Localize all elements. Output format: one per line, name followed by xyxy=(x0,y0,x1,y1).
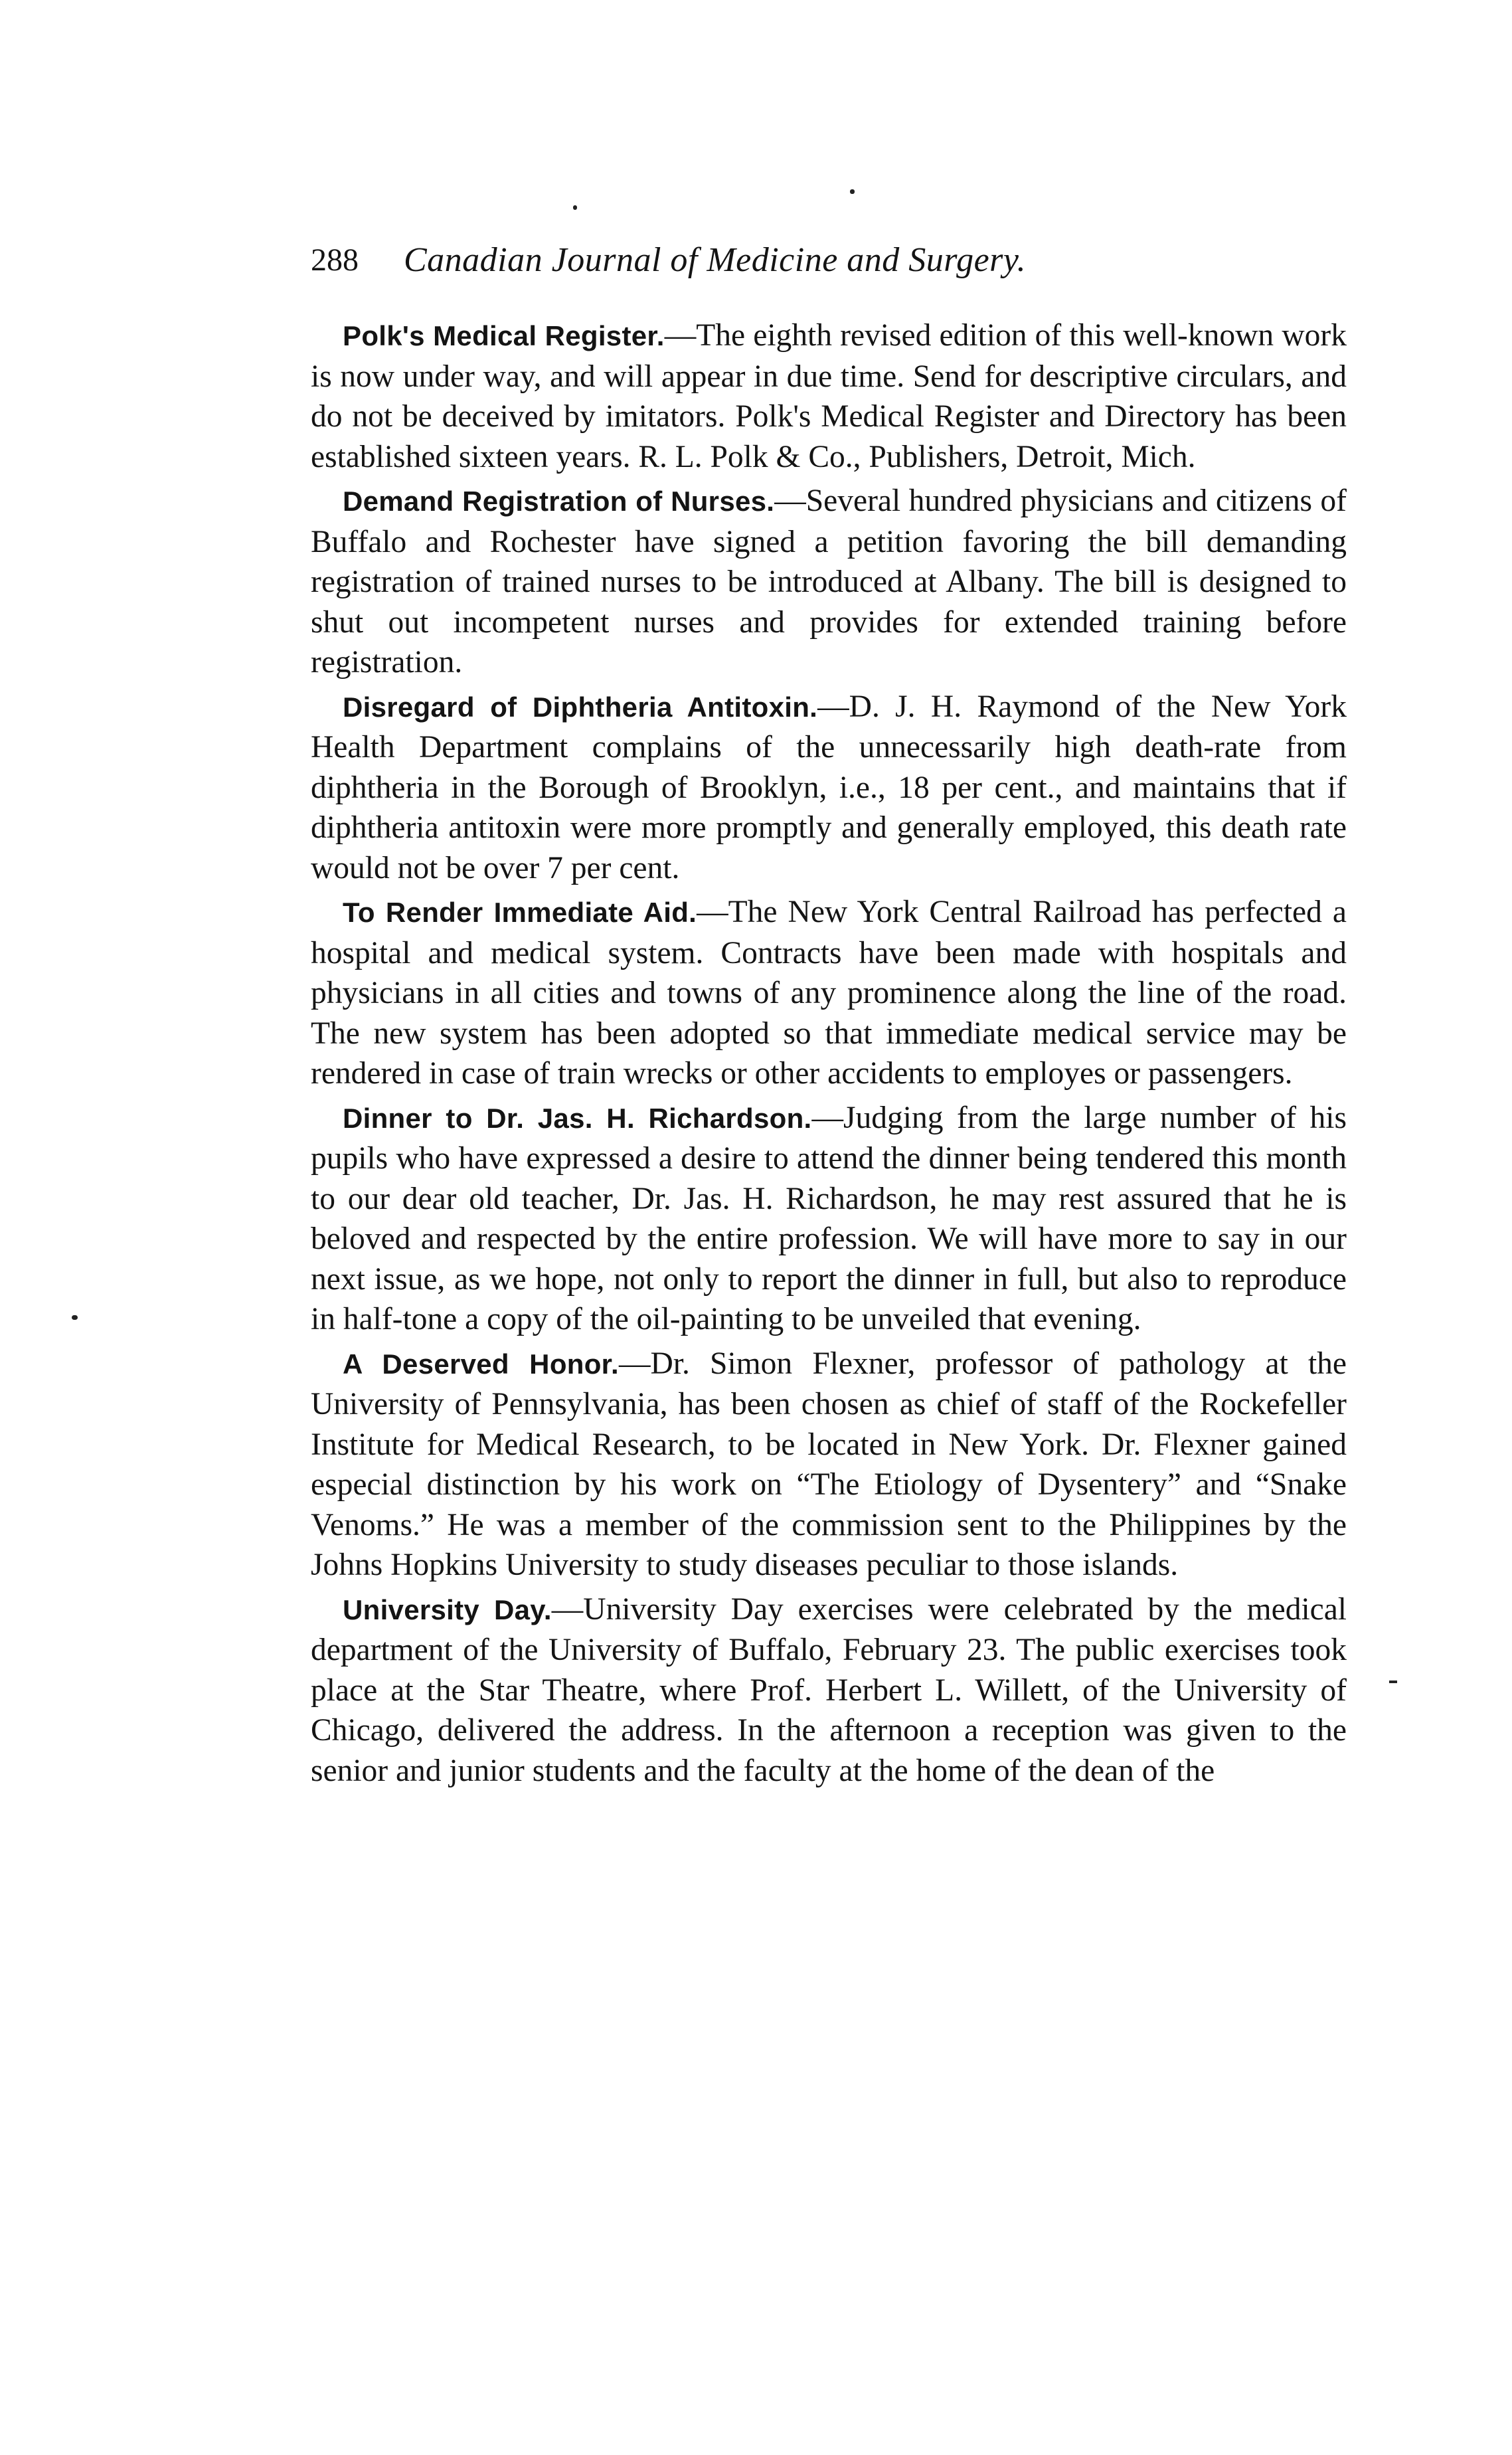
article-title: University Day. xyxy=(343,1593,552,1625)
article-title: To Render Immediate Aid. xyxy=(343,897,697,928)
article-dinner-to-dr-richardson xyxy=(311,1098,1347,1340)
article-title: Demand Registration of Nurses. xyxy=(343,486,775,517)
article-title: Dinner to Dr. Jas. H. Richardson. xyxy=(343,1102,812,1134)
article-body: —Judging from the large number of his pupils who have expressed a desire to attend the dinner being tendered this month to our dear old teacher, Dr. Jas. H. Richardson, he may rest assured that he is beloved and respected by the entire profession. We will have more to say in our next issue, as we hope, not only to report the dinner in full, but also to reproduce in half-tone a copy of the oil-painting to be unveiled that evening. xyxy=(311,1100,1347,1336)
ink-speck xyxy=(573,205,577,210)
page-header xyxy=(311,234,1360,287)
ink-speck xyxy=(1389,1681,1397,1683)
ink-speck xyxy=(850,189,855,194)
article-body: —The eighth revised edition of this well-known work is now under way, and will appear in due time. Send for descriptive circulars, and do not be deceived by imitators. Polk's Medical Register and Directory has been established sixteen years. R. L. Polk & Co., Publishers, Detroit, Mich. xyxy=(311,318,1347,474)
article-polks-medical-register xyxy=(311,316,1347,477)
ink-speck xyxy=(72,1315,78,1320)
article-body: —Dr. Simon Flexner, professor of pathology at the University of Pennsylvania, has been chosen as chief of staff of the Rockefeller Institute for Medical Research, to be located in New York. Dr. Flexner gained especial distinction by his work on “The Etiology of Dysentery” and “Snake Venoms.” He was a member of the commission sent to the Philippines by the Johns Hopkins University to study diseases peculiar to those islands. xyxy=(311,1346,1347,1582)
article-title: Polk's Medical Register. xyxy=(343,320,665,351)
page-number: 288 xyxy=(311,242,359,278)
article-title: A Deserved Honor. xyxy=(343,1348,619,1380)
article-demand-registration-of-nurses xyxy=(311,481,1347,683)
article-body: —University Day exercises were celebrated by the medical department of the University of Buffalo, February 23. The public exercises took place at the Star Theatre, where Prof. Herbert L. Willett, of the University of Chicago, delivered the address. In the afternoon a reception was given to the senior and junior students and the faculty at the home of the dean of the xyxy=(311,1591,1347,1788)
article-a-deserved-honor xyxy=(311,1344,1347,1586)
article-disregard-of-diphtheria-antitoxin xyxy=(311,687,1347,889)
article-body: —The New York Central Railroad has perfected a hospital and medical system. Contracts have been made with hospitals and physicians in all cities and towns of any prominence along the line of the road. The new system has been adopted so that immediate medical service may be rendered in case of train wrecks or other accidents to employes or passengers. xyxy=(311,895,1347,1091)
page-content xyxy=(311,316,1347,1795)
article-to-render-immediate-aid xyxy=(311,892,1347,1094)
journal-title: Canadian Journal of Medicine and Surgery. xyxy=(404,241,1027,279)
article-body: —Several hundred physicians and citizens of Buffalo and Rochester have signed a petition favoring the bill demanding registration of trained nurses to be introduced at Albany. The bill is designed to shut out incompetent nurses and provides for extended training before registration. xyxy=(311,484,1347,680)
article-body: —D. J. H. Raymond of the New York Health Department complains of the unnecessarily high death-rate from diphtheria in the Borough of Brooklyn, i.e., 18 per cent., and maintains that if diphtheria antitoxin were more promptly and generally employed, this death rate would not be over 7 per cent. xyxy=(311,689,1347,885)
article-title: Disregard of Diphtheria Antitoxin. xyxy=(343,691,818,723)
article-university-day xyxy=(311,1590,1347,1791)
